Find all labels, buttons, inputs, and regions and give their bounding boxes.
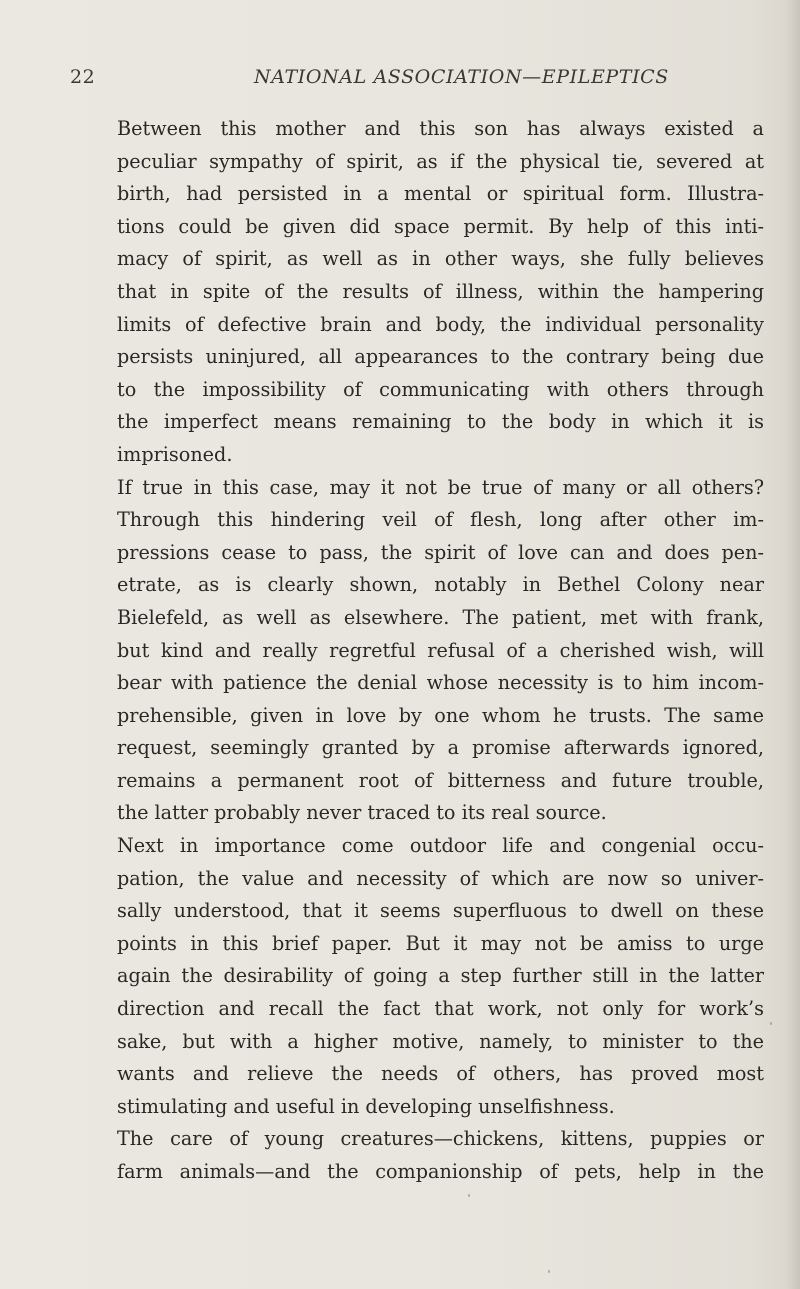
- text-line: pation, the value and necessity of which are now so univer-: [117, 866, 764, 890]
- text-line: again the desirability of going a step further still in the latter: [117, 964, 764, 988]
- text-line: pressions cease to pass, the spirit of love can and does pen-: [117, 540, 764, 564]
- text-line: request, seemingly granted by a promise afterwards ignored,: [117, 736, 764, 760]
- text-line: persists uninjured, all appearances to the contrary being due: [117, 345, 764, 369]
- text-line: wants and relieve the needs of others, has proved most: [117, 1062, 764, 1086]
- text-line: The care of young creatures—chickens, kittens, puppies or: [117, 1127, 764, 1151]
- page-edge-shadow: [786, 0, 800, 1289]
- text-line: direction and recall the fact that work, not only for work’s: [117, 997, 764, 1021]
- paper-speck: [770, 1022, 772, 1025]
- text-line: Bielefeld, as well as elsewhere. The patient, met with frank,: [117, 605, 764, 629]
- text-line: Through this hindering veil of flesh, long after other im-: [117, 508, 764, 532]
- text-line: that in spite of the results of illness, within the hampering: [117, 279, 764, 303]
- text-line: sally understood, that it seems superfluous to dwell on these: [117, 899, 764, 923]
- text-line: to the impossibility of communicating with others through: [117, 377, 764, 401]
- text-line: remains a permanent root of bitterness and future trouble,: [117, 768, 764, 792]
- text-line: sake, but with a higher motive, namely, to minister to the: [117, 1029, 764, 1053]
- text-line: stimulating and useful in developing unselfishness.: [117, 1094, 615, 1118]
- body-text: [117, 113, 764, 1189]
- text-line: Between this mother and this son has always existed a: [117, 117, 764, 140]
- page-header: [70, 66, 760, 90]
- paper-speck: [548, 1270, 550, 1273]
- text-line: macy of spirit, as well as in other ways, she fully believes: [117, 247, 764, 271]
- text-line: imprisoned.: [117, 442, 233, 466]
- text-line: farm animals—and the companionship of pets, help in the: [117, 1160, 764, 1183]
- text-line: etrate, as is clearly shown, notably in Bethel Colony near: [117, 573, 764, 597]
- text-line: Next in importance come outdoor life and congenial occu-: [117, 834, 764, 858]
- text-line: the latter probably never traced to its real source.: [117, 801, 607, 825]
- paper-speck: [468, 1194, 470, 1197]
- text-line: birth, had persisted in a mental or spiritual form. Illustra-: [117, 182, 764, 206]
- text-line: peculiar sympathy of spirit, as if the physical tie, severed at: [117, 149, 764, 173]
- text-line: prehensible, given in love by one whom he trusts. The same: [117, 703, 764, 727]
- text-line: If true in this case, may it not be true of many or all others?: [117, 475, 764, 499]
- text-line: bear with patience the denial whose necessity is to him incom-: [117, 671, 764, 695]
- text-line: but kind and really regretful refusal of a cherished wish, will: [117, 638, 764, 662]
- text-line: limits of defective brain and body, the individual personality: [117, 312, 764, 336]
- running-head: NATIONAL ASSOCIATION—EPILEPTICS: [254, 66, 669, 88]
- page-number: 22: [70, 66, 96, 88]
- text-line: tions could be given did space permit. By help of this inti-: [117, 214, 764, 238]
- text-line: points in this brief paper. But it may not be amiss to urge: [117, 931, 764, 955]
- text-line: the imperfect means remaining to the body in which it is: [117, 410, 764, 434]
